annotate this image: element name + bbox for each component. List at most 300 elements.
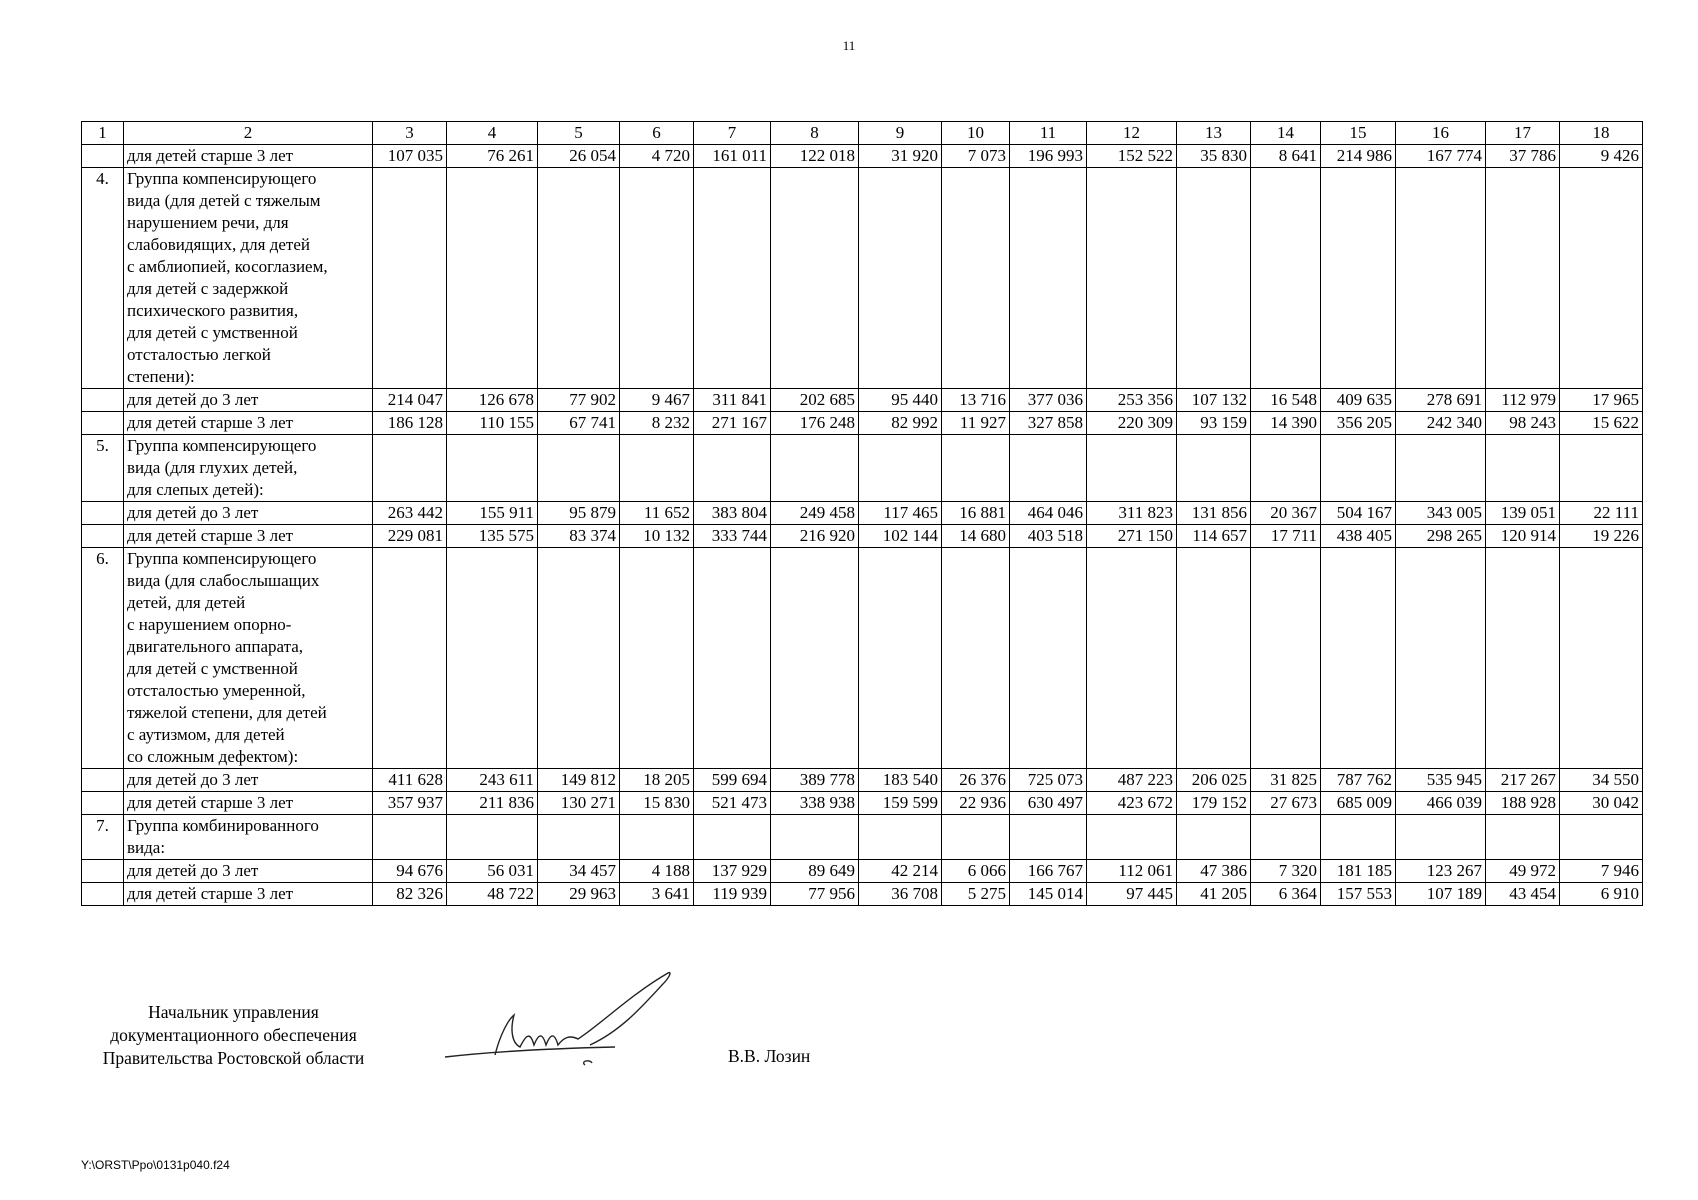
value-cell: 466 039: [1396, 792, 1486, 815]
value-cell: 4 720: [620, 145, 694, 168]
value-cell: [1321, 548, 1396, 769]
value-cell: 411 628: [373, 769, 447, 792]
value-cell: [771, 168, 859, 389]
signer-title-line-1: Начальник управления: [148, 1002, 319, 1022]
table-row: [82, 883, 1643, 906]
description-line: психического развития,: [127, 301, 299, 320]
value-cell: 131 856: [1177, 502, 1251, 525]
value-cell: 159 599: [859, 792, 942, 815]
value-cell: [1486, 168, 1560, 389]
row-index-cell: [82, 412, 124, 435]
value-cell: 56 031: [447, 860, 538, 883]
row-index-cell: [82, 525, 124, 548]
value-cell: [942, 815, 1010, 860]
value-cell: [942, 168, 1010, 389]
description-line: слабовидящих, для детей: [127, 235, 310, 254]
description-line: Группа компенсирующего: [127, 169, 317, 188]
value-cell: [942, 548, 1010, 769]
value-cell: 271 167: [694, 412, 771, 435]
description-line: для детей старше 3 лет: [127, 884, 294, 903]
value-cell: 196 993: [1010, 145, 1087, 168]
value-cell: 338 938: [771, 792, 859, 815]
value-cell: 438 405: [1321, 525, 1396, 548]
description-line: для детей до 3 лет: [127, 770, 259, 789]
value-cell: 155 911: [447, 502, 538, 525]
description-line: Группа компенсирующего: [127, 436, 317, 455]
value-cell: 18 205: [620, 769, 694, 792]
row-index-cell: 7.: [82, 815, 124, 860]
value-cell: 487 223: [1087, 769, 1177, 792]
value-cell: 11 927: [942, 412, 1010, 435]
column-number-cell: 2: [124, 122, 373, 145]
value-cell: 242 340: [1396, 412, 1486, 435]
signature-block: [81, 1001, 386, 1070]
value-cell: 97 445: [1087, 883, 1177, 906]
column-number-cell: 7: [694, 122, 771, 145]
signer-title-line-2: документационного обеспечения: [110, 1025, 357, 1045]
value-cell: 725 073: [1010, 769, 1087, 792]
value-cell: 343 005: [1396, 502, 1486, 525]
value-cell: 7 320: [1251, 860, 1321, 883]
value-cell: [1177, 168, 1251, 389]
column-number-cell: 16: [1396, 122, 1486, 145]
value-cell: 11 652: [620, 502, 694, 525]
value-cell: 137 929: [694, 860, 771, 883]
description-line: тяжелой степени, для детей: [127, 703, 327, 722]
value-cell: 383 804: [694, 502, 771, 525]
value-cell: 9 426: [1560, 145, 1643, 168]
value-cell: 135 575: [447, 525, 538, 548]
table-row: [82, 548, 1643, 769]
value-cell: 176 248: [771, 412, 859, 435]
value-cell: 298 265: [1396, 525, 1486, 548]
column-number-cell: 9: [859, 122, 942, 145]
column-number-cell: 11: [1010, 122, 1087, 145]
value-cell: 214 047: [373, 389, 447, 412]
row-index-cell: [82, 502, 124, 525]
file-path: Y:\ORST\Ppo\0131p040.f24: [81, 1158, 230, 1172]
description-line: нарушением речи, для: [127, 213, 289, 232]
value-cell: 67 741: [538, 412, 620, 435]
value-cell: 214 986: [1321, 145, 1396, 168]
value-cell: 333 744: [694, 525, 771, 548]
value-cell: 77 956: [771, 883, 859, 906]
value-cell: [373, 435, 447, 502]
description-line: вида (для слабослышащих: [127, 571, 320, 590]
value-cell: 82 992: [859, 412, 942, 435]
row-description-cell: [124, 883, 373, 906]
value-cell: [1251, 168, 1321, 389]
value-cell: 630 497: [1010, 792, 1087, 815]
value-cell: 8 232: [620, 412, 694, 435]
value-cell: 311 823: [1087, 502, 1177, 525]
value-cell: 188 928: [1486, 792, 1560, 815]
description-line: для слепых детей):: [127, 480, 264, 499]
value-cell: [859, 435, 942, 502]
description-line: вида (для глухих детей,: [127, 458, 298, 477]
value-cell: [694, 168, 771, 389]
row-description-cell: [124, 145, 373, 168]
value-cell: 41 205: [1177, 883, 1251, 906]
value-cell: 206 025: [1177, 769, 1251, 792]
value-cell: 409 635: [1321, 389, 1396, 412]
value-cell: [1560, 548, 1643, 769]
row-index-cell: [82, 860, 124, 883]
row-description-cell: [124, 389, 373, 412]
value-cell: 271 150: [1087, 525, 1177, 548]
value-cell: 26 054: [538, 145, 620, 168]
value-cell: 161 011: [694, 145, 771, 168]
value-cell: 311 841: [694, 389, 771, 412]
row-index-cell: [82, 769, 124, 792]
description-line: для детей до 3 лет: [127, 503, 259, 522]
table-row: [82, 168, 1643, 389]
value-cell: [1321, 815, 1396, 860]
value-cell: 521 473: [694, 792, 771, 815]
value-cell: 152 522: [1087, 145, 1177, 168]
description-line: вида:: [127, 838, 166, 857]
table-body: [82, 122, 1643, 906]
description-line: со сложным дефектом):: [127, 747, 299, 766]
value-cell: 43 454: [1486, 883, 1560, 906]
value-cell: [694, 548, 771, 769]
table-row: [82, 769, 1643, 792]
value-cell: [1486, 815, 1560, 860]
value-cell: 356 205: [1321, 412, 1396, 435]
column-number-cell: 10: [942, 122, 1010, 145]
value-cell: 6 364: [1251, 883, 1321, 906]
value-cell: 31 825: [1251, 769, 1321, 792]
value-cell: 98 243: [1486, 412, 1560, 435]
value-cell: [1321, 435, 1396, 502]
description-line: Группа компенсирующего: [127, 549, 317, 568]
row-description-cell: [124, 860, 373, 883]
description-line: для детей с задержкой: [127, 279, 289, 298]
value-cell: 119 939: [694, 883, 771, 906]
description-line: степени):: [127, 367, 195, 386]
value-cell: [859, 168, 942, 389]
description-line: с амблиопией, косоглазием,: [127, 257, 328, 276]
value-cell: [1251, 815, 1321, 860]
description-line: для детей старше 3 лет: [127, 793, 294, 812]
value-cell: 389 778: [771, 769, 859, 792]
value-cell: 5 275: [942, 883, 1010, 906]
value-cell: [1251, 548, 1321, 769]
description-line: для детей до 3 лет: [127, 390, 259, 409]
row-description-cell: [124, 769, 373, 792]
value-cell: 202 685: [771, 389, 859, 412]
value-cell: [1010, 435, 1087, 502]
value-cell: [694, 435, 771, 502]
column-number-cell: 14: [1251, 122, 1321, 145]
row-index-cell: [82, 145, 124, 168]
value-cell: [1486, 548, 1560, 769]
description-line: для детей старше 3 лет: [127, 413, 294, 432]
value-cell: [1010, 548, 1087, 769]
value-cell: [1560, 168, 1643, 389]
table-row: [82, 412, 1643, 435]
value-cell: 278 691: [1396, 389, 1486, 412]
row-index-cell: 5.: [82, 435, 124, 502]
description-line: с аутизмом, для детей: [127, 725, 285, 744]
value-cell: 253 356: [1087, 389, 1177, 412]
description-line: отсталостью умеренной,: [127, 681, 306, 700]
header-row: [82, 122, 1643, 145]
value-cell: 47 386: [1177, 860, 1251, 883]
value-cell: 112 061: [1087, 860, 1177, 883]
value-cell: 94 676: [373, 860, 447, 883]
value-cell: [1010, 168, 1087, 389]
table-row: [82, 815, 1643, 860]
value-cell: [447, 435, 538, 502]
value-cell: 16 881: [942, 502, 1010, 525]
value-cell: 216 920: [771, 525, 859, 548]
value-cell: 787 762: [1321, 769, 1396, 792]
value-cell: 76 261: [447, 145, 538, 168]
value-cell: 15 830: [620, 792, 694, 815]
value-cell: 7 946: [1560, 860, 1643, 883]
value-cell: 243 611: [447, 769, 538, 792]
column-number-cell: 18: [1560, 122, 1643, 145]
value-cell: [538, 815, 620, 860]
page-number: 11: [842, 38, 856, 53]
value-cell: 6 066: [942, 860, 1010, 883]
value-cell: [447, 815, 538, 860]
value-cell: [620, 548, 694, 769]
table-row: [82, 435, 1643, 502]
description-line: Группа комбинированного: [127, 816, 319, 835]
description-line: для детей с умственной: [127, 659, 298, 678]
value-cell: 9 467: [620, 389, 694, 412]
value-cell: 13 716: [942, 389, 1010, 412]
column-number-cell: 4: [447, 122, 538, 145]
value-cell: [771, 435, 859, 502]
value-cell: 95 440: [859, 389, 942, 412]
value-cell: [1087, 815, 1177, 860]
value-cell: 114 657: [1177, 525, 1251, 548]
value-cell: [771, 548, 859, 769]
value-cell: 107 189: [1396, 883, 1486, 906]
handwritten-signature-icon: [440, 965, 680, 1075]
table-row: [82, 389, 1643, 412]
value-cell: 16 548: [1251, 389, 1321, 412]
value-cell: [373, 548, 447, 769]
value-cell: 31 920: [859, 145, 942, 168]
row-description-cell: [124, 525, 373, 548]
value-cell: [1010, 815, 1087, 860]
value-cell: 112 979: [1486, 389, 1560, 412]
value-cell: 15 622: [1560, 412, 1643, 435]
value-cell: 377 036: [1010, 389, 1087, 412]
description-line: отсталостью легкой: [127, 345, 271, 364]
column-number-cell: 8: [771, 122, 859, 145]
description-line: для детей с умственной: [127, 323, 298, 342]
value-cell: 126 678: [447, 389, 538, 412]
description-line: детей, для детей: [127, 593, 246, 612]
row-index-cell: 4.: [82, 168, 124, 389]
value-cell: 17 965: [1560, 389, 1643, 412]
value-cell: [373, 168, 447, 389]
value-cell: 166 767: [1010, 860, 1087, 883]
value-cell: [1087, 168, 1177, 389]
value-cell: [1486, 435, 1560, 502]
value-cell: 183 540: [859, 769, 942, 792]
row-index-cell: [82, 792, 124, 815]
row-index-cell: 6.: [82, 548, 124, 769]
value-cell: 35 830: [1177, 145, 1251, 168]
value-cell: 110 155: [447, 412, 538, 435]
column-number-cell: 17: [1486, 122, 1560, 145]
column-number-cell: 13: [1177, 122, 1251, 145]
description-line: двигательного аппарата,: [127, 637, 304, 656]
value-cell: [373, 815, 447, 860]
value-cell: [1396, 435, 1486, 502]
column-number-cell: 15: [1321, 122, 1396, 145]
value-cell: 149 812: [538, 769, 620, 792]
value-cell: [1251, 435, 1321, 502]
value-cell: 145 014: [1010, 883, 1087, 906]
value-cell: 117 465: [859, 502, 942, 525]
row-description-cell: [124, 412, 373, 435]
value-cell: 123 267: [1396, 860, 1486, 883]
value-cell: [620, 168, 694, 389]
value-cell: 95 879: [538, 502, 620, 525]
value-cell: 82 326: [373, 883, 447, 906]
table-row: [82, 145, 1643, 168]
value-cell: [1087, 548, 1177, 769]
row-description-cell: [124, 502, 373, 525]
value-cell: [694, 815, 771, 860]
table-row: [82, 502, 1643, 525]
table-row: [82, 525, 1643, 548]
description-line: для детей старше 3 лет: [127, 146, 294, 165]
value-cell: 327 858: [1010, 412, 1087, 435]
data-table: [81, 121, 1643, 906]
value-cell: [1177, 548, 1251, 769]
value-cell: 34 457: [538, 860, 620, 883]
value-cell: 130 271: [538, 792, 620, 815]
value-cell: 122 018: [771, 145, 859, 168]
row-description-cell: [124, 168, 373, 389]
value-cell: 22 936: [942, 792, 1010, 815]
value-cell: [1560, 435, 1643, 502]
value-cell: 217 267: [1486, 769, 1560, 792]
value-cell: 30 042: [1560, 792, 1643, 815]
value-cell: 20 367: [1251, 502, 1321, 525]
column-number-cell: 12: [1087, 122, 1177, 145]
value-cell: [1560, 815, 1643, 860]
value-cell: 139 051: [1486, 502, 1560, 525]
value-cell: 120 914: [1486, 525, 1560, 548]
column-number-cell: 5: [538, 122, 620, 145]
description-line: с нарушением опорно-: [127, 615, 292, 634]
value-cell: [1396, 548, 1486, 769]
signer-name: В.В. Лозин: [728, 1046, 811, 1066]
value-cell: 179 152: [1177, 792, 1251, 815]
value-cell: 3 641: [620, 883, 694, 906]
value-cell: 48 722: [447, 883, 538, 906]
value-cell: [538, 168, 620, 389]
column-number-cell: 1: [82, 122, 124, 145]
value-cell: 157 553: [1321, 883, 1396, 906]
value-cell: 102 144: [859, 525, 942, 548]
table-row: [82, 860, 1643, 883]
column-number-cell: 3: [373, 122, 447, 145]
value-cell: 535 945: [1396, 769, 1486, 792]
row-index-cell: [82, 389, 124, 412]
value-cell: 4 188: [620, 860, 694, 883]
row-description-cell: [124, 435, 373, 502]
value-cell: [538, 435, 620, 502]
value-cell: 77 902: [538, 389, 620, 412]
row-description-cell: [124, 548, 373, 769]
value-cell: 34 550: [1560, 769, 1643, 792]
value-cell: [538, 548, 620, 769]
value-cell: [447, 168, 538, 389]
value-cell: 26 376: [942, 769, 1010, 792]
value-cell: 10 132: [620, 525, 694, 548]
value-cell: [859, 815, 942, 860]
row-description-cell: [124, 815, 373, 860]
value-cell: 29 963: [538, 883, 620, 906]
value-cell: 19 226: [1560, 525, 1643, 548]
value-cell: 8 641: [1251, 145, 1321, 168]
value-cell: 36 708: [859, 883, 942, 906]
value-cell: 93 159: [1177, 412, 1251, 435]
value-cell: 49 972: [1486, 860, 1560, 883]
description-line: вида (для детей с тяжелым: [127, 191, 321, 210]
value-cell: [1321, 168, 1396, 389]
value-cell: 211 836: [447, 792, 538, 815]
table-row: [82, 792, 1643, 815]
value-cell: 7 073: [942, 145, 1010, 168]
value-cell: [620, 435, 694, 502]
value-cell: 107 035: [373, 145, 447, 168]
value-cell: 181 185: [1321, 860, 1396, 883]
value-cell: 599 694: [694, 769, 771, 792]
row-description-cell: [124, 792, 373, 815]
row-index-cell: [82, 883, 124, 906]
signer-title-line-3: Правительства Ростовской области: [102, 1048, 365, 1068]
value-cell: 27 673: [1251, 792, 1321, 815]
column-number-cell: 6: [620, 122, 694, 145]
value-cell: 220 309: [1087, 412, 1177, 435]
value-cell: 17 711: [1251, 525, 1321, 548]
value-cell: 186 128: [373, 412, 447, 435]
value-cell: [447, 548, 538, 769]
value-cell: 42 214: [859, 860, 942, 883]
value-cell: [620, 815, 694, 860]
value-cell: [1177, 435, 1251, 502]
value-cell: 83 374: [538, 525, 620, 548]
value-cell: 6 910: [1560, 883, 1643, 906]
value-cell: 263 442: [373, 502, 447, 525]
value-cell: 37 786: [1486, 145, 1560, 168]
value-cell: 167 774: [1396, 145, 1486, 168]
value-cell: [942, 435, 1010, 502]
value-cell: [1087, 435, 1177, 502]
value-cell: [1396, 168, 1486, 389]
value-cell: 464 046: [1010, 502, 1087, 525]
value-cell: [771, 815, 859, 860]
value-cell: 423 672: [1087, 792, 1177, 815]
value-cell: 504 167: [1321, 502, 1396, 525]
value-cell: 14 390: [1251, 412, 1321, 435]
value-cell: 357 937: [373, 792, 447, 815]
value-cell: 403 518: [1010, 525, 1087, 548]
value-cell: [1396, 815, 1486, 860]
description-line: для детей старше 3 лет: [127, 526, 294, 545]
